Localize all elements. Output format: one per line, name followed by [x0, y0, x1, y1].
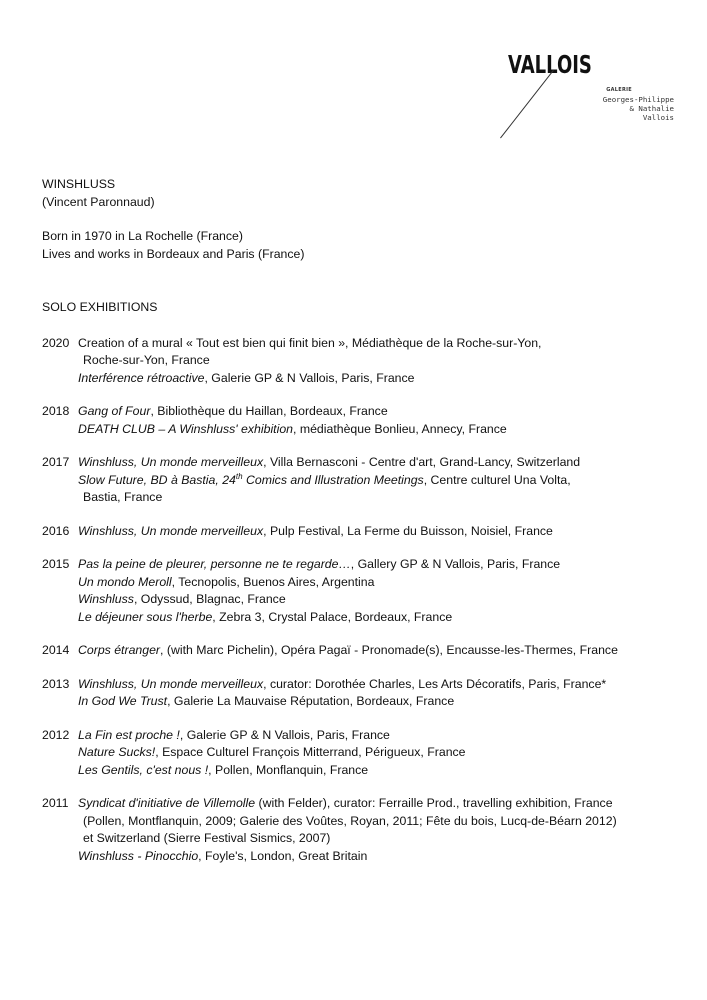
exhibition-title: Winshluss: [78, 592, 134, 606]
exhibition-entries: [78, 454, 682, 507]
entry-line: [78, 454, 682, 472]
exhibition-title: Nature Sucks!: [78, 745, 156, 759]
year-label: 2015: [42, 557, 70, 571]
year-block: [42, 556, 682, 626]
exhibition-entry: [78, 370, 682, 388]
exhibition-list: [42, 335, 682, 866]
exhibition-details: , Bibliothèque du Haillan, Bordeaux, France: [150, 404, 388, 418]
exhibition-details: , Tecnopolis, Buenos Aires, Argentina: [171, 574, 375, 589]
exhibition-details: , Odyssud, Blagnac, France: [133, 592, 286, 606]
bio-line: Lives and works in Bordeaux and Paris (France): [42, 246, 305, 261]
exhibition-entries: [78, 523, 682, 541]
exhibition-details: Roche-sur-Yon, France: [83, 353, 210, 367]
exhibition-entries: [78, 727, 682, 780]
exhibition-title: La Fin est proche !: [78, 727, 180, 742]
year-label: 2018: [42, 404, 70, 418]
bio-line: Born in 1970 in La Rochelle (France): [42, 229, 243, 243]
exhibition-details: , Pollen, Monflanquin, France: [208, 762, 369, 777]
exhibition-details: , Galerie La Mauvaise Réputation, Bordeaux, France: [167, 694, 455, 708]
exhibition-title: Les Gentils, c'est nous !: [78, 762, 209, 777]
entry-line: [78, 403, 682, 421]
year-block: [42, 642, 682, 660]
exhibition-details: , Espace Culturel François Mitterrand, Périgueux, France: [155, 745, 466, 759]
exhibition-title: DEATH CLUB – A Winshluss' exhibition: [78, 421, 294, 436]
exhibition-details: , Villa Bernasconi - Centre d'art, Grand-Lancy, Switzerland: [263, 455, 581, 469]
exhibition-details: Creation of a mural « Tout est bien qui finit bien », Médiathèque de la Roche-sur-Yon,: [78, 335, 542, 350]
exhibition-title: Winshluss, Un monde merveilleux: [78, 455, 264, 469]
exhibition-title: Interférence rétroactive: [78, 370, 205, 385]
exhibition-entry: [78, 693, 682, 711]
exhibition-entry: [78, 472, 682, 507]
exhibition-details: , Centre culturel Una Volta,: [423, 472, 571, 487]
entry-line: [78, 848, 682, 866]
entry-line: [78, 472, 682, 490]
exhibition-entry: [78, 642, 682, 660]
exhibition-details: , Galerie GP & N Vallois, Paris, France: [179, 727, 390, 742]
year-label: 2011: [42, 796, 69, 810]
exhibition-details: , Foyle's, London, Great Britain: [198, 848, 368, 863]
year-block: [42, 335, 682, 388]
year-block: [42, 795, 682, 865]
year-block: [42, 727, 682, 780]
exhibition-title: Gang of Four: [78, 404, 151, 418]
logo-wordmark: VALLOIS: [508, 50, 592, 79]
entry-line: [78, 574, 682, 592]
year-label: 2020: [42, 335, 70, 350]
year-block: [42, 523, 682, 541]
entry-line: [78, 676, 682, 694]
logo-gallery-names: [594, 86, 674, 122]
entry-line: [78, 421, 682, 439]
logo-name-line: & Nathalie: [629, 104, 674, 113]
exhibition-entry: [78, 848, 682, 866]
year-label: 2012: [42, 727, 70, 742]
entry-line: [78, 744, 682, 762]
exhibition-entries: [78, 335, 682, 388]
section-title: SOLO EXHIBITIONS: [42, 300, 158, 314]
entry-line: [78, 370, 682, 388]
entry-line: [78, 642, 682, 660]
exhibition-entries: [78, 403, 682, 438]
exhibition-title: Corps étranger: [78, 643, 161, 657]
exhibition-entry: [78, 523, 682, 541]
entry-line: [78, 762, 682, 780]
entry-line: [78, 609, 682, 627]
logo-name-line: Vallois: [642, 113, 674, 122]
entry-line: [78, 591, 682, 609]
exhibition-entry: [78, 591, 682, 609]
exhibition-details: , Zebra 3, Crystal Palace, Bordeaux, France: [212, 609, 453, 624]
year-block: [42, 403, 682, 438]
entry-line: [78, 556, 682, 574]
exhibition-entries: [78, 676, 682, 711]
entry-line: [78, 727, 682, 745]
exhibition-title: Winshluss, Un monde merveilleux: [78, 523, 264, 538]
exhibition-entry: [78, 574, 682, 592]
exhibition-details: , Gallery GP & N Vallois, Paris, France: [350, 557, 561, 571]
exhibition-details: (with Felder), curator: Ferraille Prod., travelling exhibition, France: [255, 796, 613, 810]
entry-line: [78, 523, 682, 541]
entry-line: [78, 352, 682, 370]
entry-line: [78, 813, 682, 831]
exhibition-entry: [78, 609, 682, 627]
exhibition-entries: [78, 795, 682, 865]
exhibition-title: Syndicat d'initiative de Villemolle: [78, 796, 256, 810]
exhibition-details: Bastia, France: [83, 490, 163, 504]
exhibition-title: Un mondo Meroll: [78, 574, 172, 589]
exhibition-entry: [78, 403, 682, 421]
year-block: [42, 454, 682, 507]
exhibition-entry: [78, 335, 682, 370]
artist-real-name: (Vincent Paronnaud): [42, 194, 155, 209]
exhibition-title: th: [235, 471, 243, 481]
exhibition-entry: [78, 454, 682, 472]
exhibition-details: et Switzerland (Sierre Festival Sismics, 2007): [83, 831, 331, 845]
year-label: 2014: [42, 643, 70, 657]
exhibition-title: Slow Future, BD à Bastia, 24: [78, 472, 236, 487]
exhibition-details: (Pollen, Montflanquin, 2009; Galerie des Voûtes, Royan, 2011; Fête du bois, Lucq-de-Béarn 2012): [83, 813, 617, 828]
exhibition-entry: [78, 744, 682, 762]
logo-galerie-label: GALERIE: [606, 87, 632, 93]
entry-line: [78, 795, 682, 813]
year-label: 2016: [42, 523, 70, 538]
exhibition-entry: [78, 795, 682, 848]
year-label: 2017: [42, 455, 70, 469]
exhibition-title: Pas la peine de pleurer, personne ne te regarde…: [78, 557, 351, 571]
exhibition-entry: [78, 676, 682, 694]
cv-content: [42, 176, 682, 881]
exhibition-title: Winshluss, Un monde merveilleux: [78, 676, 264, 691]
exhibition-entry: [78, 556, 682, 574]
exhibition-details: , Pulp Festival, La Ferme du Buisson, Noisiel, France: [263, 523, 553, 538]
exhibition-details: , curator: Dorothée Charles, Les Arts Décoratifs, Paris, France*: [263, 676, 607, 691]
exhibition-title: Le déjeuner sous l'herbe: [78, 609, 213, 624]
year-label: 2013: [42, 676, 70, 691]
year-block: [42, 676, 682, 711]
exhibition-details: , (with Marc Pichelin), Opéra Pagaï - Pronomade(s), Encausse-les-Thermes, France: [160, 643, 618, 657]
entry-line: [78, 830, 682, 848]
exhibition-details: , médiathèque Bonlieu, Annecy, France: [293, 421, 507, 436]
logo-name-line: Georges-Philippe: [602, 95, 674, 104]
exhibition-entries: [78, 556, 682, 626]
entry-line: [78, 335, 682, 353]
exhibition-entry: [78, 727, 682, 745]
exhibition-entry: [78, 762, 682, 780]
exhibition-entry: [78, 421, 682, 439]
exhibition-details: , Galerie GP & N Vallois, Paris, France: [204, 370, 415, 385]
entry-line: [78, 693, 682, 711]
entry-line: [78, 489, 682, 507]
exhibition-title: In God We Trust: [78, 694, 168, 708]
logo-diagonal-line: [500, 70, 554, 138]
gallery-logo: [508, 50, 674, 150]
exhibition-title: Comics and Illustration Meetings: [242, 472, 424, 487]
exhibition-entries: [78, 642, 682, 660]
artist-name: WINSHLUSS: [42, 177, 116, 191]
exhibition-title: Winshluss - Pinocchio: [78, 848, 199, 863]
bio: [42, 228, 682, 263]
